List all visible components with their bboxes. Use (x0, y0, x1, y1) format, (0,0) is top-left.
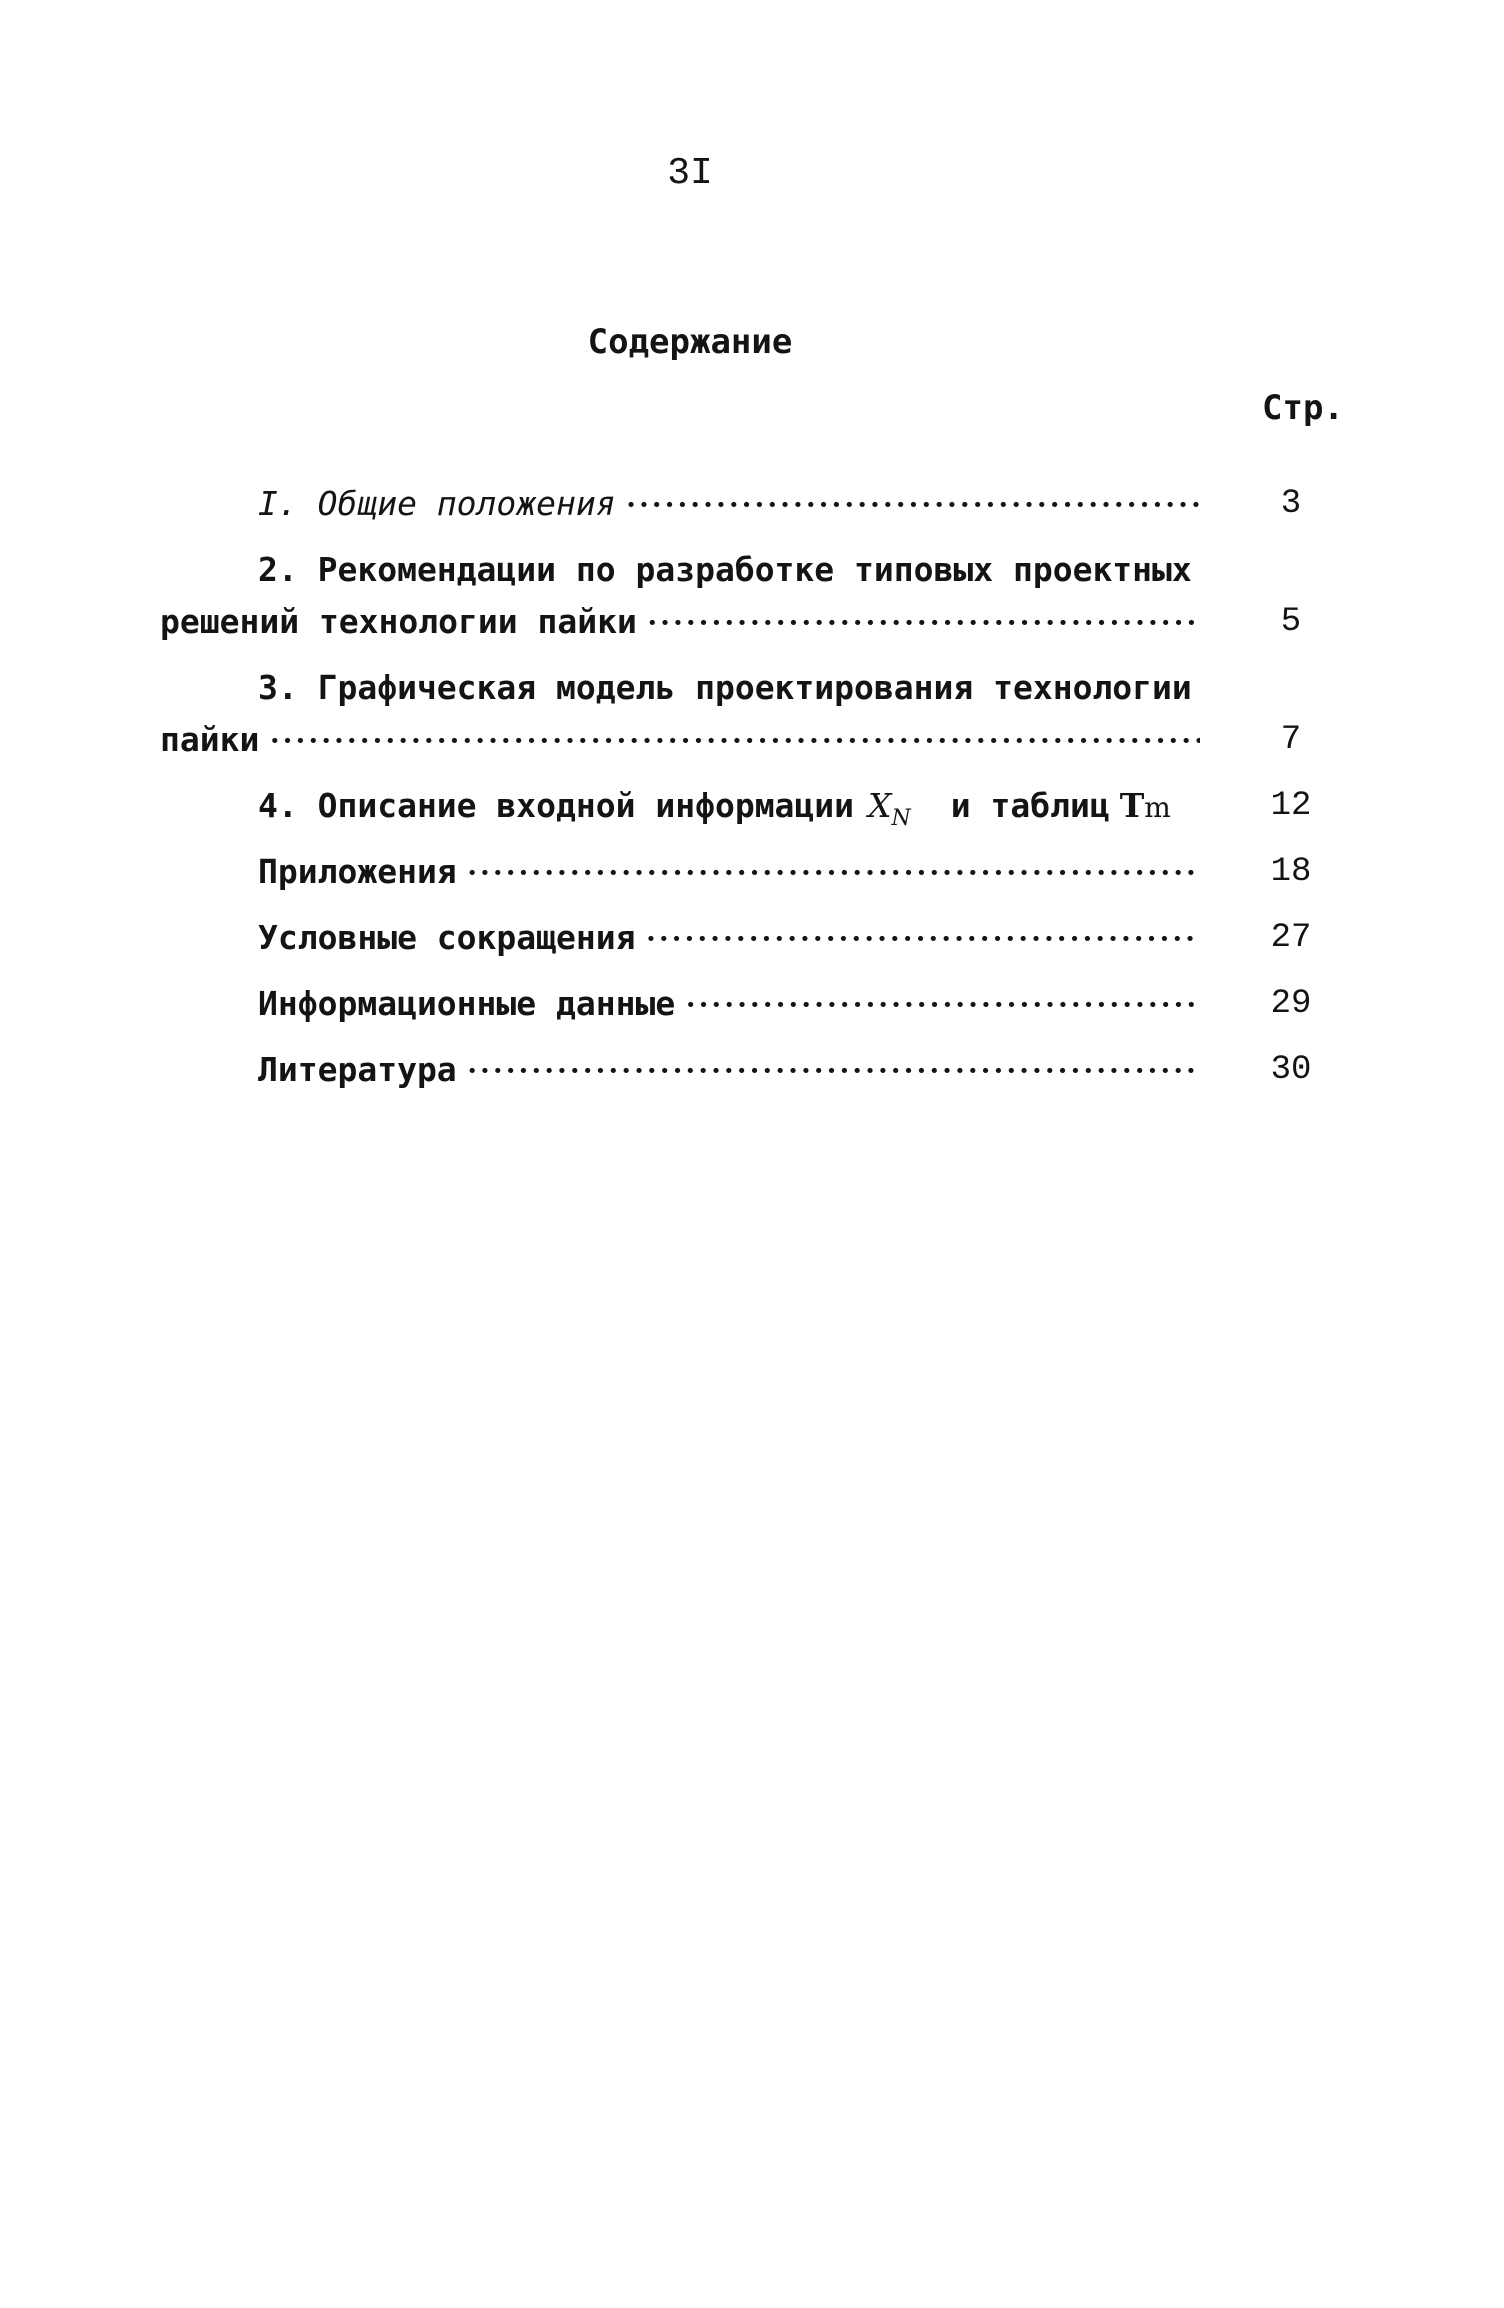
toc-entry-abbreviations[interactable] (160, 912, 1346, 964)
toc-entry-text: Условные сокращения (258, 918, 636, 957)
toc-entry-graphic-model[interactable] (160, 662, 1346, 766)
toc-entry-page: 18 (1270, 853, 1312, 891)
toc-entry-text: 3. Графическая модель проектирования технологии (258, 668, 1192, 707)
toc-entry-page: 29 (1270, 985, 1312, 1023)
toc-entry-text-continued: решений технологии пайки (160, 602, 637, 641)
toc-entry-text-continued: пайки (160, 720, 260, 759)
page-column-header: Стр. (1262, 388, 1344, 428)
toc-entry-information-data[interactable] (160, 978, 1346, 1030)
toc-entry-text: 4. Описание входной информации (258, 786, 855, 825)
toc-entry-page: 12 (1270, 787, 1312, 825)
dot-leader (467, 846, 1200, 900)
toc-entry-text: I. Общие положения (258, 484, 616, 523)
symbol-t-m: Tm (1119, 786, 1171, 825)
toc-entry-page: 7 (1280, 721, 1302, 759)
symbol-x-n: $X_N$ (868, 786, 911, 831)
dot-leader (646, 912, 1201, 966)
table-of-contents (160, 478, 1346, 1096)
toc-entry-page: 5 (1280, 603, 1302, 641)
dot-leader (467, 1044, 1200, 1098)
toc-entry-text: Литература (258, 1050, 457, 1089)
toc-entry-page: 3 (1280, 485, 1302, 523)
toc-entry-general-provisions[interactable] (160, 478, 1346, 530)
page-number: 3I (667, 152, 713, 195)
toc-entry-text: Информационные данные (258, 984, 676, 1023)
toc-entry-text-tail: и таблиц (950, 786, 1110, 825)
dot-leader (269, 714, 1200, 768)
dot-leader (626, 478, 1200, 532)
dot-leader (647, 596, 1200, 650)
toc-entry-input-description[interactable] (160, 780, 1346, 832)
toc-title: Содержание (587, 322, 793, 362)
dot-leader (685, 978, 1200, 1032)
toc-entry-recommendations[interactable] (160, 544, 1346, 648)
toc-entry-text: Приложения (258, 852, 457, 891)
toc-entry-page: 27 (1270, 919, 1312, 957)
toc-entry-literature[interactable] (160, 1044, 1346, 1096)
toc-entry-text: 2. Рекомендации по разработке типовых проектных (258, 550, 1192, 589)
toc-entry-appendices[interactable] (160, 846, 1346, 898)
toc-entry-page: 30 (1270, 1051, 1312, 1089)
